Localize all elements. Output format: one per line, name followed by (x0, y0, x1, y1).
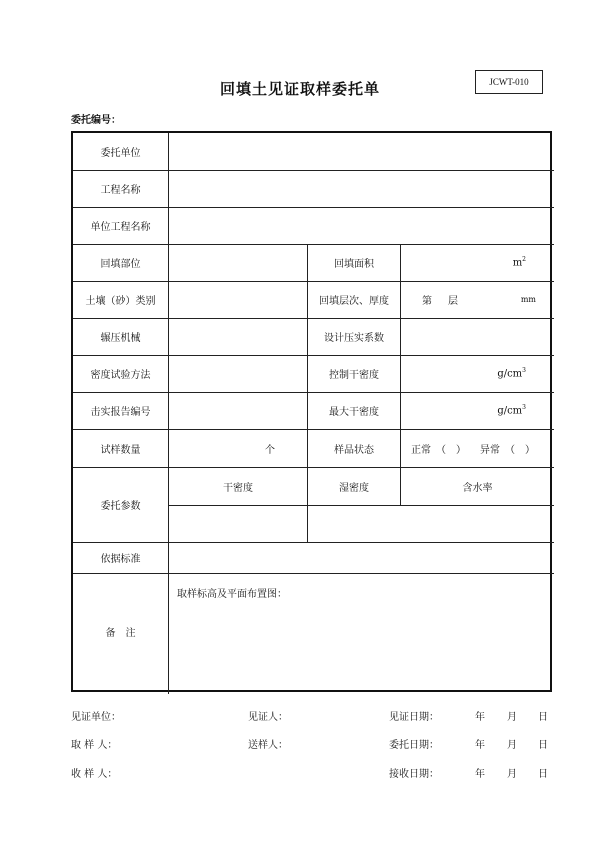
sample-state-label: 样品状态 (334, 444, 374, 456)
entrust-no-label: 委托编号： (71, 115, 121, 126)
entrust-date-label: 委托日期： (389, 740, 439, 751)
layer-prefix: 第 (422, 296, 432, 307)
sampler-label: 取 样 人： (71, 740, 118, 751)
entrust-unit-field[interactable] (169, 133, 554, 170)
compaction-report-no-label: 击实报告编号 (90, 407, 151, 418)
project-name-field[interactable] (169, 170, 554, 207)
basis-standard-label: 依据标准 (100, 554, 141, 565)
form-code-badge: JCWT-010 (475, 70, 543, 94)
control-dry-density-field[interactable] (401, 355, 554, 392)
density-unit: $g/cm^3$ (497, 404, 526, 417)
max-dry-density-field[interactable] (401, 392, 554, 429)
sender-label: 送样人： (248, 740, 288, 751)
basis-standard-field[interactable] (169, 542, 554, 573)
moisture-header: 含水率 (462, 482, 493, 494)
entrust-unit-label: 委托单位 (100, 148, 141, 159)
soil-type-field[interactable] (169, 281, 307, 318)
sampling-layout-label: 取样标高及平面布置图： (177, 589, 287, 600)
project-name-label: 工程名称 (100, 185, 141, 196)
entrust-params-label: 委托参数 (100, 501, 141, 512)
backfill-area-label: 回填面积 (334, 259, 374, 270)
sample-count-unit: 个 (265, 444, 275, 456)
witness-person-label: 见证人： (248, 712, 288, 723)
month-label: 月 (507, 740, 517, 751)
design-compaction-field[interactable] (401, 318, 554, 355)
unit-project-name-label: 单位工程名称 (90, 222, 151, 233)
density-method-label: 密度试验方法 (90, 370, 151, 381)
page-title: 回填土见证取样委托单 (219, 80, 380, 98)
density-unit: $g/cm^3$ (497, 367, 526, 380)
wet-density-field[interactable] (308, 506, 400, 542)
layer-suffix: 层 (448, 296, 458, 307)
backfill-area-field[interactable] (401, 244, 554, 281)
unit-project-name-field[interactable] (169, 207, 554, 244)
backfill-part-field[interactable] (169, 244, 307, 281)
area-unit: $m^2$ (512, 256, 526, 269)
receive-date-label: 接收日期： (389, 769, 439, 780)
witness-date-label: 见证日期： (389, 712, 439, 723)
entrust-form-table (71, 131, 552, 692)
dry-density-field[interactable] (169, 506, 307, 542)
month-label: 月 (507, 712, 517, 723)
design-compaction-label: 设计压实系数 (324, 333, 384, 344)
density-method-field[interactable] (169, 355, 307, 392)
month-label: 月 (507, 769, 517, 780)
state-abnormal-option[interactable]: 异常 （ ） (480, 444, 535, 456)
year-label: 年 (475, 712, 485, 723)
moisture-field[interactable] (401, 506, 554, 542)
dry-density-header: 干密度 (223, 482, 253, 494)
remarks-field[interactable] (169, 573, 554, 690)
year-label: 年 (475, 769, 485, 780)
remarks-label: 备 注 (105, 628, 136, 639)
layer-unit: mm (520, 295, 536, 304)
state-normal-option[interactable]: 正常 （ ） (411, 444, 466, 456)
witness-unit-label: 见证单位： (71, 712, 121, 723)
day-label: 日 (538, 769, 548, 780)
sample-count-label: 试样数量 (100, 444, 141, 456)
compaction-report-no-field[interactable] (169, 392, 307, 429)
max-dry-density-label: 最大干密度 (329, 407, 379, 418)
soil-type-label: 土壤（砂）类别 (85, 296, 156, 307)
compaction-machine-label: 辗压机械 (100, 333, 141, 344)
backfill-part-label: 回填部位 (100, 259, 141, 270)
sample-count-field[interactable] (169, 429, 307, 467)
day-label: 日 (538, 740, 548, 751)
receiver-label: 收 样 人： (71, 769, 118, 780)
year-label: 年 (475, 740, 485, 751)
layer-thickness-field[interactable] (401, 281, 554, 318)
wet-density-header: 湿密度 (339, 482, 369, 494)
control-dry-density-label: 控制干密度 (329, 370, 379, 381)
layer-thickness-label: 回填层次、厚度 (319, 296, 389, 307)
day-label: 日 (538, 712, 548, 723)
sample-state-field (401, 429, 554, 467)
compaction-machine-field[interactable] (169, 318, 307, 355)
